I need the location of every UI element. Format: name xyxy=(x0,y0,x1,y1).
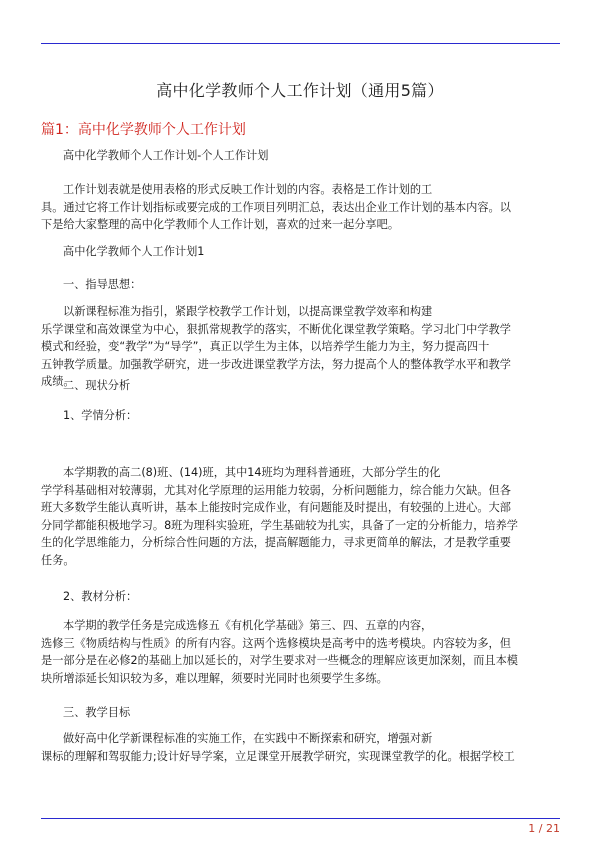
materials-line: 选修三《物质结构与性质》的所有内容。这两个选修模块是高考中的选考模块。内容较为多，但 xyxy=(41,636,511,650)
page-number: 1 / 21 xyxy=(528,822,560,835)
students-line: 分同学都能积极地学习。8班为理科实验班，学生基础较为扎实，具备了一定的分析能力，培养学 xyxy=(41,518,518,532)
section-heading: 篇1：高中化学教师个人工作计划 xyxy=(41,122,246,138)
plan-title-block xyxy=(41,243,561,261)
intro-paragraph xyxy=(41,181,561,234)
subtitle-block xyxy=(41,147,561,165)
intro-line: 下是给大家整理的高中化学教师个人工作计划，喜欢的过来一起分享吧。 xyxy=(41,218,400,231)
guide-line: 乐学课堂和高效课堂为中心，狠抓常规教学的落实，不断优化课堂教学策略。学习北门中学教学 xyxy=(41,322,511,336)
heading-materials: 2、教材分析： xyxy=(63,590,138,603)
materials-heading-block xyxy=(41,588,561,606)
students-heading-block xyxy=(41,407,561,425)
heading-status: 二、现状分析 xyxy=(63,379,131,392)
materials-line: 块所增添延长知识较为多，难以理解，须要时光同时也须要学生多练。 xyxy=(41,671,388,685)
students-line: 生的化学思维能力，分析综合性问题的方法，提高解题能力，寻求更简单的解法，才是教学重要 xyxy=(41,536,511,549)
intro-line: 具。通过它将工作计划指标或要完成的工作项目列明汇总，表达出企业工作计划的基本内容。以 xyxy=(41,200,511,214)
heading-goals: 三、教学目标 xyxy=(63,706,131,719)
goals-line: 课标的理解和驾驭能力;设计好导学案，立足课堂开展教学研究，实现课堂教学的化。根据学校工 xyxy=(41,749,515,763)
status-heading-block xyxy=(41,377,561,395)
goals-heading-block xyxy=(41,704,561,722)
footer-rule xyxy=(41,818,560,819)
students-line: 任务。 xyxy=(41,553,75,567)
heading-students: 1、学情分析： xyxy=(63,409,138,422)
students-line: 学学科基础相对较薄弱，尤其对化学原理的运用能力较弱，分析问题能力，综合能力欠缺。但各 xyxy=(41,483,511,497)
goals-line: 做好高中化学新课程标准的实施工作，在实践中不断探索和研究，增强对新 xyxy=(63,732,433,745)
students-line: 本学期教的高二(8)班、(14)班，其中14班均为理科普通班，大部分学生的化 xyxy=(63,466,441,479)
goals-paragraph xyxy=(41,730,561,765)
guide-heading-block xyxy=(41,276,561,294)
materials-paragraph xyxy=(41,617,561,687)
materials-line: 本学期的教学任务是完成选修五《有机化学基础》第三、四、五章的内容， xyxy=(63,619,433,632)
guide-line: 模式和经验，变“教学”为“导学”，真正以学生为主体，以培养学生能力为主，努力提高四十 xyxy=(41,340,490,353)
guide-line: 以新课程标准为指引，紧跟学校教学工作计划，以提高课堂教学效率和构建 xyxy=(63,305,433,318)
students-line: 班大多数学生能认真听讲，基本上能按时完成作业，有问题能及时提出，有较强的上进心。大部 xyxy=(41,501,511,514)
document-title: 高中化学教师个人工作计划（通用5篇） xyxy=(156,81,444,100)
header-rule xyxy=(41,43,560,44)
subtitle: 高中化学教师个人工作计划-个人工作计划 xyxy=(63,149,269,162)
plan-title: 高中化学教师个人工作计划1 xyxy=(63,245,205,258)
guide-line: 五钟教学质量。加强教学研究，进一步改进课堂教学方法，努力提高个人的整体教学水平和教学 xyxy=(41,357,511,371)
students-paragraph xyxy=(41,464,561,569)
materials-line: 是一部分是在必修2的基础上加以延长的，对学生要求对一些概念的理解应该更加深刻，而且本模 xyxy=(41,654,518,667)
intro-line: 工作计划表就是使用表格的形式反映工作计划的内容。表格是工作计划的工 xyxy=(63,183,433,196)
guide-line: 成绩。 xyxy=(41,375,75,388)
heading-guide: 一、指导思想： xyxy=(63,278,142,291)
